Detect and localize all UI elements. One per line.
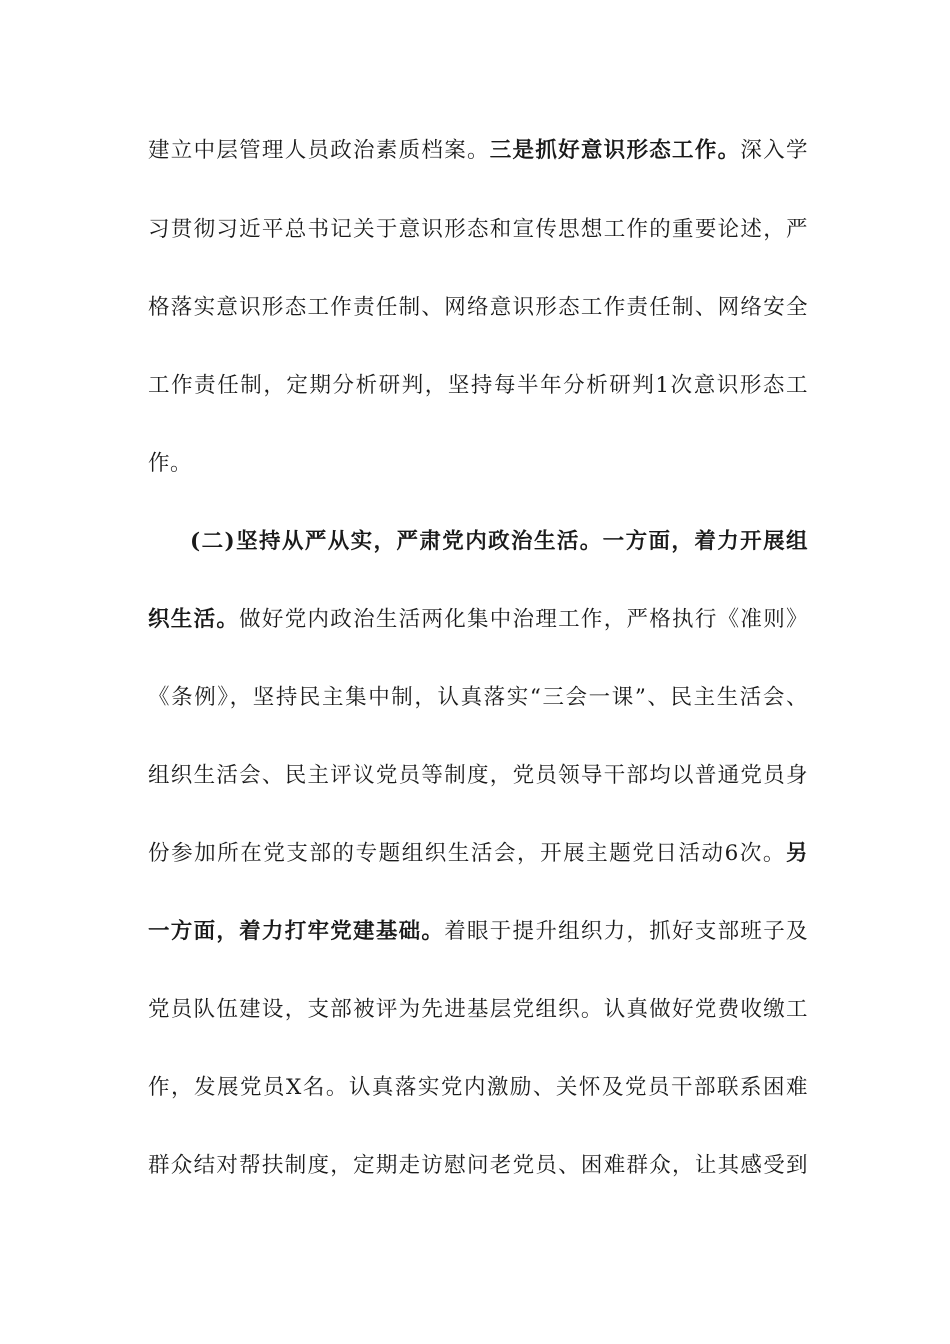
paragraph2-line7: 党员队伍建设，支部被评为先进基层党组织。认真做好党费收缴工 [148,997,808,1022]
text-run: 份参加所在党支部的专题组织生活会，开展主题党日活动6次。 [148,841,786,866]
paragraph1-line2: 习贯彻习近平总书记关于意识形态和宣传思想工作的重要论述，严 [148,217,808,242]
paragraph2-line9: 群众结对帮扶制度，定期走访慰问老党员、困难群众，让其感受到 [148,1153,808,1178]
paragraph1-line5: 作。 [148,451,193,476]
paragraph1-line1 [148,137,808,165]
paragraph2-line8: 作，发展党员X名。认真落实党内激励、关怀及党员干部联系困难 [148,1075,808,1100]
paragraph1-line4: 工作责任制，定期分析研判，坚持每半年分析研判1次意识形态工 [148,373,808,398]
text-run: 建立中层管理人员政治素质档案。 [148,138,490,163]
paragraph2-line6 [148,918,808,946]
paragraph2-line5 [148,840,808,868]
section-heading-line: (二)坚持从严从实，严肃党内政治生活。一方面，着力开展组 [190,529,808,554]
paragraph2-line4: 组织生活会、民主评议党员等制度，党员领导干部均以普通党员身 [148,763,808,788]
paragraph2-line2 [148,606,808,634]
bold-heading-run: 三是抓好意识形态工作。 [489,138,741,163]
paragraph2-line3: 《条例》，坚持民主集中制，认真落实“三会一课”、民主生活会、 [148,685,808,710]
paragraph1-line3: 格落实意识形态工作责任制、网络意识形态工作责任制、网络安全 [148,295,808,320]
text-run: 深入学 [740,138,808,163]
bold-heading-run: 织生活。 [148,607,240,632]
bold-heading-run: 另 [785,841,808,866]
text-run: 做好党内政治生活两化集中治理工作，严格执行《准则》 [239,607,808,632]
bold-heading-run: 一方面，着力打牢党建基础。 [148,919,445,944]
text-run: 着眼于提升组织力，抓好支部班子及 [444,919,808,944]
